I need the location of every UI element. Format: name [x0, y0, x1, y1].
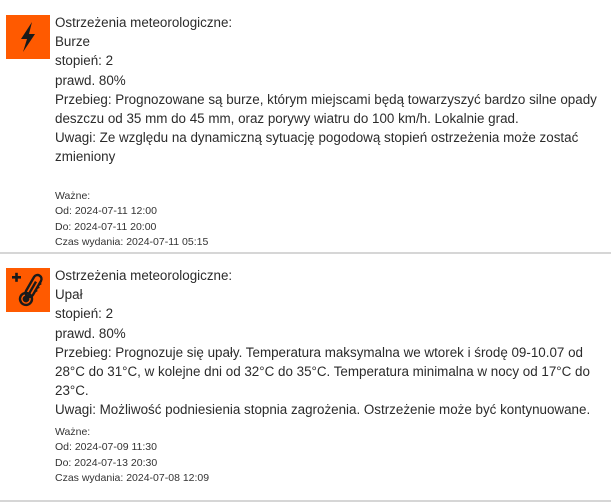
thermometer-plus-icon: [6, 268, 50, 312]
warning-type: Upał: [55, 287, 83, 303]
warning-probability: prawd. 80%: [55, 72, 126, 88]
warning-content: [55, 266, 605, 420]
warning-header: Ostrzeżenia meteorologiczne:: [55, 15, 233, 30]
issued-time: Czas wydania: 2024-07-08 12:09: [55, 472, 210, 485]
issued-time: Czas wydania: 2024-07-11 05:15: [55, 236, 209, 249]
warning-level: stopień: 2: [55, 306, 114, 322]
warning-validity: [55, 425, 209, 487]
warning-remarks: Uwagi: Ze względu na dynamiczną sytuację pogodową stopień ostrzeżenia może zostać zmieniony: [55, 130, 579, 165]
warning-course: Przebieg: Prognozuje się upały. Temperatura maksymalna we wtorek i środę 09-10.07 od 28°C do 31°C, w kolejne dni od 32°C do 35°C. Temperatura minimalna w nocy od 17°C do 23°C.: [55, 344, 590, 399]
valid-label: Ważne:: [55, 190, 91, 202]
warning-course: Przebieg: Prognozowane są burze, którym miejscami będą towarzyszyć bardzo silne opady deszczu od 35 mm do 45 mm, oraz porywy wiatru do 100 km/h. Lokalnie grad.: [55, 91, 597, 127]
warning-header: Ostrzeżenia meteorologiczne:: [55, 268, 233, 283]
valid-to: Do: 2024-07-13 20:30: [55, 456, 158, 469]
valid-to: Do: 2024-07-11 20:00: [55, 220, 157, 233]
warning-type: Burze: [55, 34, 90, 50]
valid-label: Ważne:: [55, 426, 91, 438]
valid-from: Od: 2024-07-11 12:00: [55, 205, 157, 218]
valid-from: Od: 2024-07-09 11:30: [55, 441, 157, 454]
warning-remarks: Uwagi: Możliwość podniesienia stopnia zagrożenia. Ostrzeżenie może być kontynuowane.: [55, 402, 591, 418]
lightning-icon: [6, 15, 50, 59]
warning-card-heat: [0, 253, 611, 502]
warning-probability: prawd. 80%: [55, 325, 126, 341]
warning-validity: [55, 189, 208, 251]
warning-content: [55, 13, 605, 167]
warning-level: stopień: 2: [55, 53, 114, 69]
